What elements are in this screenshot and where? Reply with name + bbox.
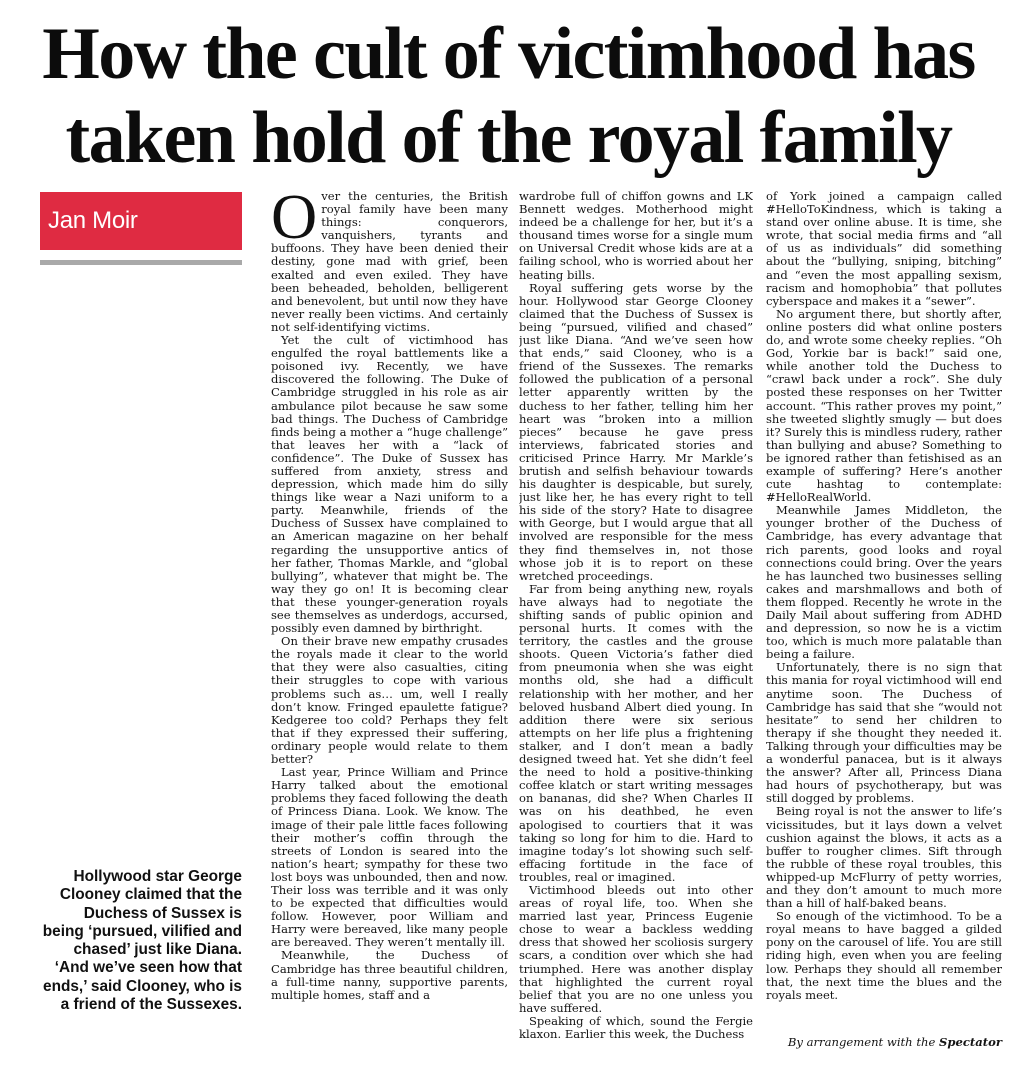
headline: How the cult of victimhood has taken hold of the royal family [42, 13, 975, 179]
source-credit [766, 1035, 1002, 1049]
drop-cap: O [271, 190, 318, 252]
article-paragraph: So enough of the victimhood. To be a royal means to have bagged a gilded pony on the carousel of life. You are still riding high, even when you are feeling low. Perhaps they should all remember that, the next time the blues and the royals meet. [766, 909, 1002, 1002]
article-column-2 [519, 190, 753, 1050]
article-paragraph: of York joined a campaign called #HelloToKindness, which is taking a stand over online abuse. It is time, she wrote, that social media firms and “all of us as individuals” did something about the “bullying, sniping, bitching” and “even the most appalling sexism, racism and homophobia” that pollutes cyberspace and makes it a “sewer”. [766, 190, 1002, 308]
credit-prefix: By arrangement with the [787, 1035, 936, 1049]
article-paragraph: Far from being anything new, royals have always had to negotiate the shifting sands of public opinion and personal hurts. It comes with the territory, the castles and the grouse shoots. Queen Victoria’s father died from pneumonia when she was eight months old, she had a difficult relationship with her mother, and her beloved husband Albert died young. In addition there were six serious attempts on her life plus a frightening stalker, and I don’t mean a badly designed tweed hat. Yet she didn’t feel the need to hold a positive-thinking coffee klatch or start writing messages on bananas, did she? When Charles II was on his deathbed, he even apologised to courtiers that it was taking so long for him to die. Hard to imagine today’s lot showing such self-effacing fortitude in the face of troubles, real or imagined. [519, 581, 753, 884]
article-paragraph: Meanwhile James Middleton, the younger brother of the Duchess of Cambridge, has every advantage that rich parents, good looks and royal connections could bring. Over the years he has launched two businesses selling cakes and marshmallows and both of them flopped. Recently he wrote in the Daily Mail about suffering from ADHD and depression, so now he is a victim too, which is much more palatable than being a failure. [766, 503, 1002, 662]
article-paragraph: Over the centuries, the British royal family have been many things: conquerors, vanquishers, tyrants and buffoons. They have been denied their destiny, gone mad with grief, been exalted and even exiled. They have been beheaded, beholden, belligerent and benevolent, but until now they have never really been victims. And certainly not self-identifying victims. [271, 190, 508, 334]
article-column-1 [271, 190, 508, 1050]
article-paragraph: Victimhood bleeds out into other areas of royal life, too. When she married last year, Princess Eugenie chose to wear a backless wedding dress that showed her scoliosis surgery scars, a condition over which she had triumphed. Here was another display that highlighted the current royal belief that you are no one unless you have suffered. [519, 882, 753, 1015]
article-paragraph: wardrobe full of chiffon gowns and LK Bennett wedges. Motherhood might indeed be a challenge for her, but it’s a thousand times worse for a single mum on Universal Credit whose kids are at a failing school, who is worried about her heating bills. [519, 190, 753, 282]
pull-quote: Hollywood star George Clooney claimed that the Duchess of Sussex is being ‘pursued, vilified and chased’ just like Diana. ‘And we’ve seen how that ends,’ said Clooney, who is a friend of the Sussexes. [42, 868, 242, 1014]
article-paragraph: Being royal is not the answer to life’s vicissitudes, but it lays down a velvet cushion against the blows, it acts as a buffer to rougher climes. Sift through the rubble of these royal troubles, this whipped-up McFlurry of petty worries, and they don’t amount to much more than a hill of half-baked beans. [766, 804, 1002, 911]
article-paragraph: Yet the cult of victimhood has engulfed the royal battlements like a poisoned ivy. Recently, we have discovered the following. The Duke of Cambridge struggled in his role as air ambulance pilot because he saw some bad things. The Duchess of Cambridge finds being a mother a “huge challenge” that leaves her with a “lack of confidence”. The Duke of Sussex has suffered from anxiety, stress and depression, which made him do silly things like wear a Nazi uniform to a party. Meanwhile, friends of the Duchess of Sussex have complained to an American magazine on her behalf regarding the unsupportive antics of her father, Thomas Markle, and “global bullying”, whatever that might be. The way they go on! It is becoming clear that these younger-generation royals see themselves as underdogs, accursed, possibly even damned by birthright. [271, 333, 508, 636]
article-column-3 [766, 190, 1002, 1050]
article-paragraph: On their brave new empathy crusades the royals made it clear to the world that they were also casualties, citing their struggles to cope with various problems such as… um, well I really don’t know. Fringed epaulette fatigue? Kedgeree too cold? Perhaps they felt that if they expressed their suffering, ordinary people would relate to them better? [271, 634, 508, 767]
article-paragraph: Unfortunately, there is no sign that this mania for royal victimhood will end anytime soon. The Duchess of Cambridge has said that she “would not hesitate” to send her children to therapy if she thought they needed it. Talking through your difficulties may be a wonderful panacea, but is it always the answer? After all, Princess Diana had hours of psychotherapy, but was still dogged by problems. [766, 660, 1002, 806]
byline-divider [40, 260, 242, 265]
article-paragraph: Speaking of which, sound the Fergie klaxon. Earlier this week, the Duchess [519, 1013, 753, 1041]
article-paragraph: Last year, Prince William and Prince Harry talked about the emotional problems they faced following the death of Princess Diana. Look. We know. The image of their pale little faces following their mother’s coffin through the streets of London is seared into the nation’s heart; sympathy for these two lost boys was unbounded, then and now. Their loss was terrible and it was only to be expected that difficulties would follow. However, poor William and Harry were bereaved, like many people are bereaved. They weren’t mentally ill. [271, 765, 508, 950]
article-paragraph: No argument there, but shortly after, online posters did what online posters do, and wrote some cheeky replies. “Oh God, Yorkie bar is back!” said one, while another told the Duchess to “crawl back under a rock”. She duly posted these responses on her Twitter account. “This rather proves my point,” she tweeted slightly smugly — but does it? Surely this is mindless rudery, rather than bullying and abuse? Something to be ignored rather than fetishised as an example of suffering? Here’s another cute hashtag to contemplate: #HelloRealWorld. [766, 306, 1002, 505]
byline: Jan Moir [40, 192, 242, 250]
article-paragraph: Royal suffering gets worse by the hour. Hollywood star George Clooney claimed that the Duchess of Sussex is being “pursued, vilified and chased” just like Diana. “And we’ve seen how that ends,” said Clooney, who is a friend of the Sussexes. The remarks followed the publication of a personal letter apparently written by the duchess to her father, telling him her heart was “broken into a million pieces” because he gave press interviews, fabricated stories and criticised Prince Harry. Mr Markle’s brutish and selfish behaviour towards his daughter is despicable, but surely, just like her, he has every right to tell his side of the story? Hate to disagree with George, but I would argue that all involved are responsible for the mess they find themselves in, not those whose job it is to report on these wretched proceedings. [519, 280, 753, 583]
credit-publication: Spectator [939, 1035, 1002, 1049]
article-paragraph: Meanwhile, the Duchess of Cambridge has three beautiful children, a full-time nanny, supportive parents, multiple homes, staff and a [271, 948, 508, 1002]
